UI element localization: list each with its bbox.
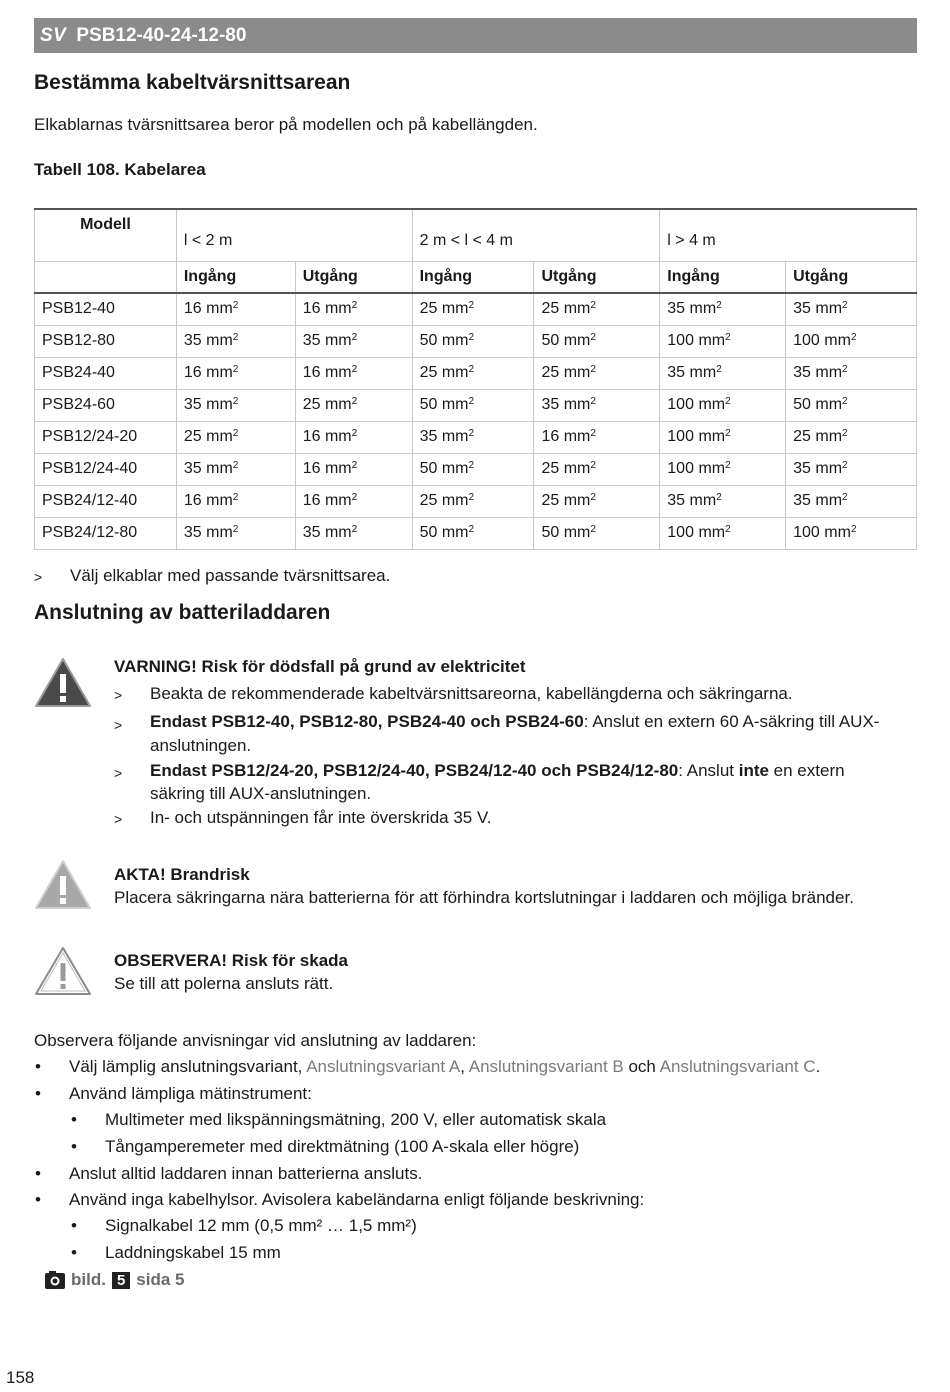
model-cell: PSB12/24-20: [35, 421, 177, 453]
area-value: 100: [793, 524, 820, 541]
area-cell: [534, 389, 660, 421]
area-value: 25: [419, 364, 438, 381]
camera-icon: [44, 1270, 66, 1290]
instructions-intro: Observera följande anvisningar vid anslutning av laddaren:: [34, 1031, 477, 1050]
area-value: 35: [667, 300, 686, 318]
area-cell: [412, 453, 534, 485]
model-cell: PSB12-40: [35, 293, 177, 325]
area-value: 25: [793, 428, 811, 445]
area-cell: [176, 293, 295, 325]
area-cell: [295, 517, 412, 549]
model-cell: PSB24/12-40: [35, 485, 177, 517]
area-unit: mm: [563, 364, 591, 381]
area-cell: [660, 357, 786, 389]
area-value: 25: [419, 300, 438, 318]
area-value: 16: [183, 300, 202, 318]
area-cell: [176, 517, 295, 549]
area-value: 16: [302, 460, 321, 477]
range-header: l < 2 m: [176, 209, 412, 261]
area-value: 25: [541, 492, 560, 509]
area-cell: [176, 485, 295, 517]
area-cell: [534, 485, 660, 517]
area-value: 25: [183, 428, 202, 445]
area-unit: mm: [698, 524, 726, 541]
area-value: 50: [541, 332, 560, 349]
area-cell: [412, 325, 534, 357]
table-row: [35, 453, 917, 485]
warning-item-text: In- och utspänningen får inte överskrida 35 V.: [150, 808, 492, 827]
instruction-step: [34, 566, 390, 586]
area-unit-exponent: 2: [351, 428, 358, 439]
area-value: 35: [793, 460, 811, 477]
area-unit-exponent: 2: [590, 492, 596, 503]
area-unit-exponent: 2: [842, 492, 848, 503]
area-unit: mm: [441, 396, 469, 413]
area-unit-exponent: 2: [842, 460, 848, 471]
area-cell: [295, 453, 412, 485]
warning-item-text: Beakta de rekommenderade kabeltvärsnittsareorna, kabellängderna och säkringarna.: [150, 684, 793, 703]
area-cell: [786, 293, 917, 325]
area-unit-exponent: 2: [590, 524, 596, 535]
area-cell: [534, 453, 660, 485]
sub-header: Utgång: [534, 261, 660, 293]
area-unit: mm: [206, 460, 233, 477]
caution-triangle-icon: [34, 859, 92, 911]
area-cell: [295, 293, 412, 325]
list-item-text: ,: [460, 1057, 469, 1076]
area-unit: mm: [698, 460, 726, 477]
table-body: [35, 293, 917, 549]
warning-item-text: säkring till AUX-anslutningen.: [150, 784, 372, 803]
area-unit-exponent: 2: [232, 460, 239, 471]
step-arrow-icon: >: [34, 569, 43, 585]
warning-item-bold: Endast PSB12-40, PSB12-80, PSB24-40 och PSB24-60: [150, 712, 584, 731]
bullet: •: [35, 1057, 41, 1076]
area-unit: mm: [698, 396, 726, 413]
area-unit-exponent: 2: [590, 396, 596, 407]
area-cell: [176, 325, 295, 357]
area-unit: mm: [206, 524, 233, 541]
area-unit: mm: [698, 332, 726, 349]
area-unit-exponent: 2: [716, 364, 722, 375]
area-value: 25: [419, 492, 438, 509]
intro-paragraph: Elkablarnas tvärsnittsarea beror på modellen och på kabellängden.: [34, 115, 538, 134]
area-unit: mm: [324, 396, 352, 413]
warning-triangle-icon: [34, 657, 92, 709]
area-unit-exponent: 2: [842, 300, 848, 312]
area-cell: [176, 357, 295, 389]
notice-triangle-icon: [34, 945, 92, 997]
area-cell: [786, 453, 917, 485]
area-cell: [412, 389, 534, 421]
area-cell: [534, 421, 660, 453]
area-value: 35: [793, 300, 811, 318]
warning-item-text: : Anslut: [678, 761, 739, 780]
area-unit: mm: [824, 332, 851, 349]
area-unit-exponent: 2: [468, 428, 475, 439]
area-unit: mm: [324, 492, 352, 509]
area-cell: [412, 485, 534, 517]
area-value: 16: [541, 428, 560, 445]
figure-reference[interactable]: [44, 1270, 185, 1290]
area-unit: mm: [441, 332, 469, 349]
figure-label: bild.: [71, 1270, 106, 1289]
area-unit-exponent: 2: [850, 332, 857, 343]
sub-list-item: [71, 1216, 417, 1236]
list-item-text: Laddningskabel 15 mm: [105, 1243, 281, 1262]
area-unit: mm: [441, 364, 469, 381]
area-cell: [176, 389, 295, 421]
area-unit-exponent: 2: [468, 492, 475, 503]
area-cell: [786, 517, 917, 549]
area-unit: mm: [206, 492, 233, 509]
list-item-text: och: [623, 1057, 660, 1076]
area-unit-exponent: 2: [590, 428, 596, 439]
area-value: 100: [667, 332, 694, 349]
table-row: [35, 293, 917, 325]
area-unit-exponent: 2: [716, 300, 722, 312]
area-unit: mm: [324, 460, 352, 477]
area-cell: [295, 357, 412, 389]
area-value: 35: [667, 364, 686, 381]
list-item: [35, 1057, 821, 1077]
area-unit-exponent: 2: [468, 396, 475, 407]
area-value: 16: [302, 300, 321, 318]
area-cell: [786, 485, 917, 517]
model-cell: PSB24-60: [35, 389, 177, 421]
area-cell: [295, 325, 412, 357]
range-header: l > 4 m: [660, 209, 917, 261]
area-unit: mm: [441, 300, 469, 318]
list-item: [35, 1190, 645, 1210]
area-unit-exponent: 2: [351, 332, 358, 343]
area-unit: mm: [563, 460, 591, 477]
area-value: 35: [302, 332, 321, 349]
sub-header: Ingång: [660, 261, 786, 293]
area-unit: mm: [206, 332, 233, 349]
area-unit: mm: [563, 396, 591, 413]
variant-a-link[interactable]: Anslutningsvariant A: [306, 1057, 461, 1076]
figure-number: 5: [112, 1272, 130, 1289]
area-cell: [412, 293, 534, 325]
area-unit-exponent: 2: [351, 492, 358, 503]
area-unit-exponent: 2: [232, 428, 239, 439]
sub-header: Utgång: [295, 261, 412, 293]
language-code: SV: [40, 24, 67, 46]
step-text: Välj elkablar med passande tvärsnittsarea.: [70, 566, 391, 585]
area-unit-exponent: 2: [232, 492, 239, 503]
area-cell: [786, 421, 917, 453]
table-row: [35, 357, 917, 389]
area-value: 35: [183, 396, 202, 413]
caution-title: AKTA! Brandrisk: [114, 865, 250, 884]
area-unit: mm: [441, 460, 469, 477]
list-item-text: Använd lämpliga mätinstrument:: [69, 1084, 312, 1103]
model-cell: PSB24-40: [35, 357, 177, 389]
area-value: 35: [667, 492, 686, 509]
area-value: 100: [667, 524, 694, 541]
area-unit: mm: [815, 428, 843, 445]
caution-text: Placera säkringarna nära batterierna för att förhindra kortslutningar i laddaren och möjliga bränder.: [114, 888, 854, 907]
table-row: [35, 517, 917, 549]
area-cell: [295, 421, 412, 453]
table-row: [35, 421, 917, 453]
area-cell: [176, 453, 295, 485]
warning-item-bold: Endast PSB12/24-20, PSB12/24-40, PSB24/12-40 och PSB24/12-80: [150, 761, 679, 780]
area-value: 16: [183, 364, 202, 381]
area-value: 16: [183, 492, 202, 509]
area-unit: mm: [206, 364, 233, 381]
area-value: 50: [419, 524, 438, 541]
area-unit: mm: [824, 524, 851, 541]
area-cell: [412, 517, 534, 549]
notice-title: OBSERVERA! Risk för skada: [114, 951, 348, 970]
area-unit: mm: [324, 428, 352, 445]
area-value: 50: [419, 332, 438, 349]
area-unit: mm: [563, 524, 591, 541]
area-cell: [534, 517, 660, 549]
area-cell: [660, 485, 786, 517]
area-value: 35: [793, 492, 811, 509]
area-cell: [176, 421, 295, 453]
area-value: 100: [793, 332, 820, 349]
area-unit-exponent: 2: [725, 524, 731, 535]
range-header: 2 m < l < 4 m: [412, 209, 660, 261]
area-value: 50: [541, 524, 560, 541]
area-cell: [660, 453, 786, 485]
area-unit-exponent: 2: [468, 332, 475, 343]
area-unit: mm: [563, 332, 591, 349]
variant-c-link[interactable]: Anslutningsvariant C: [659, 1057, 816, 1076]
sub-list-item: [71, 1110, 607, 1130]
area-value: 100: [667, 428, 694, 445]
area-value: 35: [183, 524, 202, 541]
area-unit-exponent: 2: [351, 364, 358, 375]
area-unit: mm: [815, 460, 843, 477]
list-item-text: Multimeter med likspänningsmätning, 200 V, eller automatisk skala: [105, 1110, 607, 1129]
area-unit-exponent: 2: [468, 300, 475, 312]
area-unit-exponent: 2: [232, 300, 239, 312]
list-item-text: Tångamperemeter med direktmätning (100 A-skala eller högre): [105, 1137, 580, 1156]
area-value: 35: [183, 460, 202, 477]
area-unit-exponent: 2: [842, 428, 848, 439]
area-unit: mm: [563, 428, 591, 445]
area-unit-exponent: 2: [468, 524, 475, 535]
section-title-cable-area: Bestämma kabeltvärsnittsarean: [34, 71, 351, 94]
warning-item-text: anslutningen.: [150, 736, 252, 755]
area-unit-exponent: 2: [351, 460, 358, 471]
bullet: •: [35, 1190, 41, 1209]
area-unit: mm: [689, 492, 717, 509]
area-cell: [660, 325, 786, 357]
area-unit-exponent: 2: [590, 460, 596, 471]
sub-list-item: [71, 1243, 281, 1263]
area-unit: mm: [698, 428, 726, 445]
warning-title: VARNING! Risk för dödsfall på grund av elektricitet: [114, 657, 526, 676]
area-unit-exponent: 2: [232, 364, 239, 375]
page-header: [34, 18, 917, 53]
sub-header: Ingång: [176, 261, 295, 293]
bullet: •: [71, 1243, 77, 1262]
area-unit-exponent: 2: [232, 396, 239, 407]
warning-item-text: en extern: [768, 761, 845, 780]
area-unit-exponent: 2: [725, 396, 731, 407]
area-unit: mm: [324, 524, 352, 541]
area-unit: mm: [441, 428, 469, 445]
area-unit-exponent: 2: [351, 300, 358, 312]
area-cell: [295, 389, 412, 421]
area-cell: [660, 517, 786, 549]
table-caption: Tabell 108. Kabelarea: [34, 160, 206, 179]
area-unit: mm: [563, 300, 591, 318]
section-title-connection: Anslutning av batteriladdaren: [34, 601, 331, 624]
header-model: PSB12-40-24-12-80: [76, 24, 247, 46]
page-number: 158: [6, 1368, 35, 1387]
area-unit: mm: [689, 364, 717, 381]
step-arrow-icon: >: [114, 765, 123, 781]
area-unit-exponent: 2: [725, 428, 731, 439]
area-value: 100: [667, 460, 694, 477]
area-cell: [786, 357, 917, 389]
area-value: 50: [419, 460, 438, 477]
area-cell: [660, 421, 786, 453]
area-cell: [412, 421, 534, 453]
area-unit-exponent: 2: [590, 300, 596, 312]
step-arrow-icon: >: [114, 811, 123, 827]
area-cell: [295, 485, 412, 517]
area-value: 16: [302, 364, 321, 381]
step-arrow-icon: >: [114, 687, 123, 703]
area-value: 16: [302, 428, 321, 445]
area-value: 50: [793, 396, 811, 413]
warning-item: [114, 808, 914, 828]
bullet: •: [35, 1164, 41, 1183]
area-cell: [534, 325, 660, 357]
area-unit: mm: [563, 492, 591, 509]
area-value: 25: [541, 300, 560, 318]
area-value: 35: [419, 428, 438, 445]
list-item-text: Signalkabel 12 mm (0,5 mm² … 1,5 mm²): [105, 1216, 417, 1235]
area-value: 35: [302, 524, 321, 541]
area-unit-exponent: 2: [725, 460, 731, 471]
area-unit-exponent: 2: [351, 524, 358, 535]
list-item-text: Anslut alltid laddaren innan batterierna ansluts.: [69, 1164, 423, 1183]
area-unit-exponent: 2: [590, 332, 596, 343]
area-cell: [786, 389, 917, 421]
area-unit-exponent: 2: [468, 460, 475, 471]
area-unit: mm: [815, 396, 843, 413]
area-value: 35: [541, 396, 560, 413]
area-unit: mm: [324, 364, 352, 381]
area-value: 100: [667, 396, 694, 413]
area-unit: mm: [324, 300, 352, 318]
area-unit-exponent: 2: [590, 364, 596, 375]
area-unit: mm: [815, 300, 843, 318]
table-row: [35, 485, 917, 517]
area-unit-exponent: 2: [850, 524, 857, 535]
area-value: 16: [302, 492, 321, 509]
warning-item-text: : Anslut en extern 60 A-säkring till AUX-: [583, 712, 880, 731]
empty-header-cell: [35, 261, 177, 293]
area-unit: mm: [206, 396, 233, 413]
area-unit: mm: [815, 492, 843, 509]
area-unit: mm: [441, 524, 469, 541]
variant-b-link[interactable]: Anslutningsvariant B: [468, 1057, 624, 1076]
table-row: [35, 325, 917, 357]
area-unit-exponent: 2: [468, 364, 475, 375]
warning-item: [114, 759, 914, 805]
area-unit-exponent: 2: [232, 332, 239, 343]
area-unit-exponent: 2: [725, 332, 731, 343]
area-unit: mm: [206, 428, 233, 445]
figure-page: sida 5: [136, 1270, 185, 1289]
bullet: •: [35, 1084, 41, 1103]
area-value: 35: [183, 332, 202, 349]
model-cell: PSB12/24-40: [35, 453, 177, 485]
cable-area-table: [34, 208, 917, 550]
area-cell: [534, 293, 660, 325]
area-cell: [786, 325, 917, 357]
area-cell: [660, 293, 786, 325]
area-value: 35: [793, 364, 811, 381]
area-value: 50: [419, 396, 438, 413]
area-value: 25: [302, 396, 321, 413]
sub-header: Utgång: [786, 261, 917, 293]
area-unit-exponent: 2: [351, 396, 358, 407]
area-unit: mm: [815, 364, 843, 381]
area-unit-exponent: 2: [232, 524, 239, 535]
area-value: 25: [541, 460, 560, 477]
area-unit: mm: [206, 300, 233, 318]
list-item-text: .: [815, 1057, 821, 1076]
step-arrow-icon: >: [114, 717, 123, 733]
list-item: [35, 1084, 312, 1104]
model-cell: PSB24/12-80: [35, 517, 177, 549]
area-unit: mm: [324, 332, 352, 349]
area-cell: [412, 357, 534, 389]
list-item-text: Använd inga kabelhylsor. Avisolera kabeländarna enligt följande beskrivning:: [69, 1190, 645, 1209]
list-item-text: Välj lämplig anslutningsvariant,: [69, 1057, 307, 1076]
area-unit: mm: [689, 300, 717, 318]
area-unit-exponent: 2: [842, 364, 848, 375]
table-row: [35, 389, 917, 421]
area-unit-exponent: 2: [842, 396, 848, 407]
notice-text: Se till att polerna ansluts rätt.: [114, 974, 334, 993]
area-value: 25: [541, 364, 560, 381]
sub-header: Ingång: [412, 261, 534, 293]
sub-list-item: [71, 1137, 580, 1157]
area-unit-exponent: 2: [716, 492, 722, 503]
area-cell: [660, 389, 786, 421]
bullet: •: [71, 1216, 77, 1235]
bullet: •: [71, 1110, 77, 1129]
list-item: [35, 1164, 423, 1184]
warning-item-bold: inte: [738, 761, 769, 780]
model-header: Modell: [35, 209, 177, 261]
area-unit: mm: [441, 492, 469, 509]
area-cell: [534, 357, 660, 389]
warning-item: [114, 710, 914, 758]
bullet: •: [71, 1137, 77, 1156]
model-cell: PSB12-80: [35, 325, 177, 357]
warning-item: [114, 684, 914, 704]
